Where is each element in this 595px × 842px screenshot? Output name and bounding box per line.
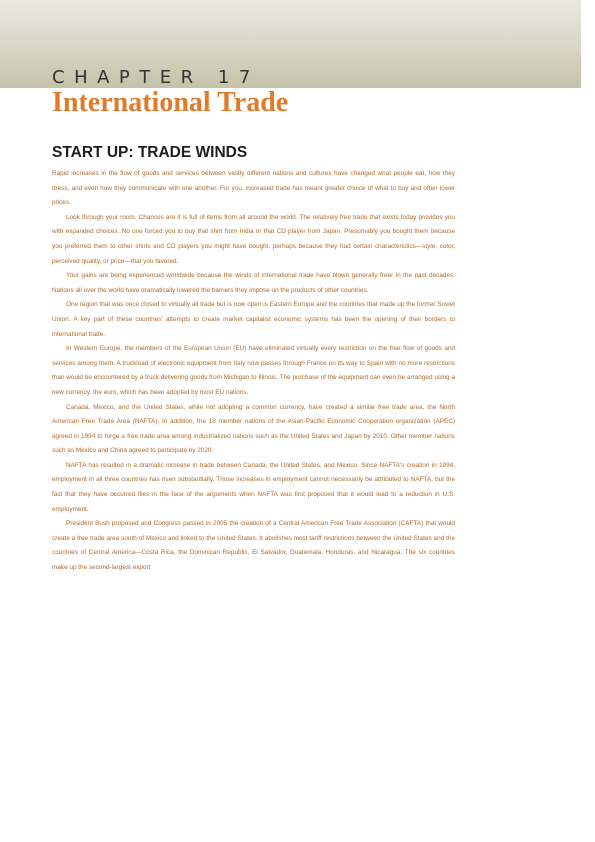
section-heading: START UP: TRADE WINDS [52,144,248,161]
paragraph: Rapid increases in the flow of goods and services between vastly different nations and cultures have changed what people eat, how they dress, and even how they communicate with one another. For you, increased trade has meant greater choice of what to buy and often lower prices. [52,170,455,207]
paragraph: In Western Europe, the members of the European Union (EU) have eliminated virtually every restriction on the free flow of goods and services among them. A truckload of electronic equipment from Italy now passes through France on its way to Spain with no more restrictions than would be encountered by a truck delivering goods from Michigan to Illinois. The purchase of the equipment can even be arranged using a new currency, the euro, which has been adopted by most EU nations. [52,345,455,396]
paragraph: President Bush proposed and Congress passed in 2005 the creation of a Central American Free Trade Association (CAFTA) that would create a free trade area south of Mexico and linked to the United States. It abolishes most tariff restrictions between the United States and the countries of Central America—Costa Rica, the Dominican Republic, El Salvador, Guatemala, Honduras, and Nicaragua. The six countries make up the second-largest export [52,520,455,572]
paragraph: Your gains are being experienced worldwide because the winds of international trade have blown generally freer in the past decades. Nations all over the world have dramatically lowered the barriers they impose on the products of other countries. [52,272,455,294]
paragraph: Look through your room. Chances are it is full of items from all around the world. The relatively free trade that exists today provides you with expanded choices. No one forced you to buy that shirt from India or that CD player from Japan. Presumably you bought them because you preferred them to other shirts and CD players you might have bought, perhaps because they had certain characteristics—style, color, perceived quality, or price—that you favored. [52,213,455,265]
chapter-title: International Trade [52,87,289,118]
paragraph: NAFTA has resulted in a dramatic increase in trade between Canada, the United States, and Mexico. Since NAFTA's creation in 1994, employment in all three countries has risen substantially. Those increases in employment cannot necessarily be attributed to NAFTA, but the fact that they have occurred flies in the face of the arguments when NAFTA was first proposed that it would lead to a reduction in U.S. employment. [52,461,455,513]
chapter-number: CHAPTER 17 [52,67,260,88]
paragraph: Canada, Mexico, and the United States, while not adopting a common currency, have created a similar free trade area, the North American Free Trade Area (NAFTA). In addition, the 18 member nations of the Asian-Pacific Economic Cooperation organization (APEC) agreed in 1994 to forge a free trade area among industrialized nations such as the United States and Japan by 2010. Other member nations such as Mexico and China agreed to participate by 2020. [52,403,455,455]
body-text [52,167,455,576]
paragraph: One region that was once closed to virtually all trade but is now open is Eastern Europe and the countries that made up the former Soviet Union. A key part of these countries' attempts to create market capitalist economic systems has been the opening of their borders to international trade. [52,301,455,338]
